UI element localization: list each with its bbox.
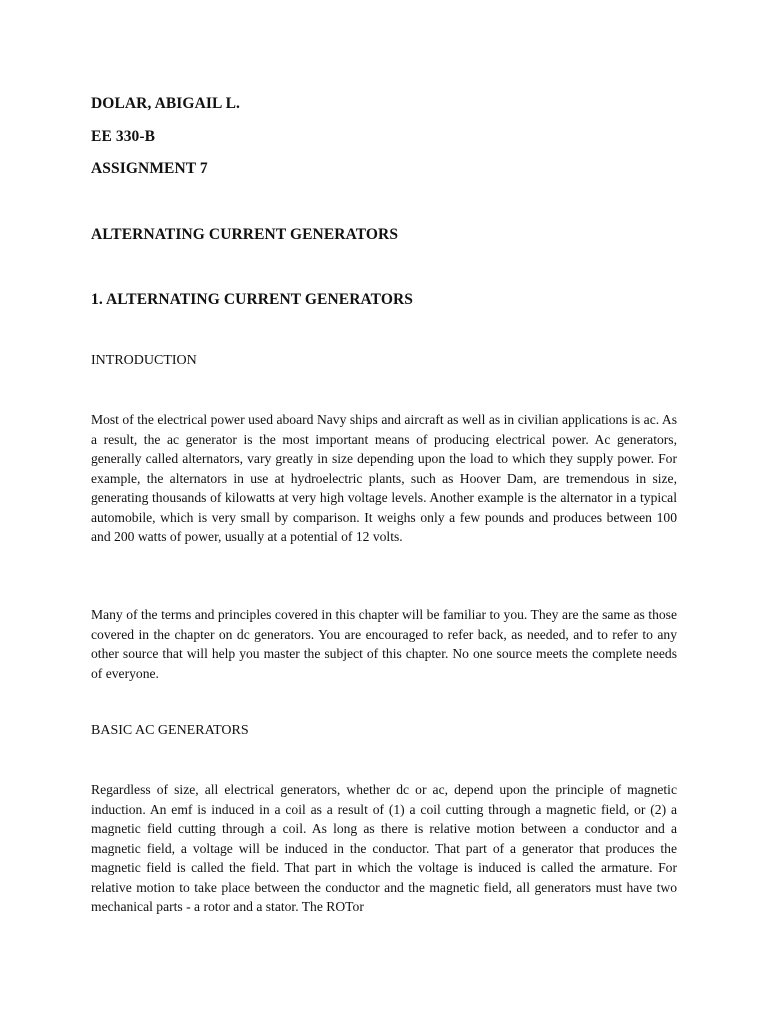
author-name: DOLAR, ABIGAIL L. bbox=[91, 95, 240, 112]
basic-ac-paragraph-1: Regardless of size, all electrical generators, whether dc or ac, depend upon the principle of magnetic induction. An emf is induced in a coil as a result of (1) a coil cutting through a magnetic field, or (2) a magnetic field cutting through a coil. As long as there is relative motion between a conductor and a magnetic field, a voltage will be induced in the conductor. That part of a generator that produces the magnetic field is called the field. That part in which the voltage is induced is called the armature. For relative motion to take place between the conductor and the magnetic field, all generators must have two mechanical parts - a rotor and a stator. The ROTor bbox=[91, 782, 677, 914]
introduction-paragraph-2: Many of the terms and principles covered in this chapter will be familiar to you. They are the same as those covered in the chapter on dc generators. You are encouraged to refer back, as needed, and to refer to any other source that will help you master the subject of this chapter. No one source meets the complete needs of everyone. bbox=[91, 607, 677, 681]
section-heading: 1. ALTERNATING CURRENT GENERATORS bbox=[91, 291, 413, 308]
introduction-paragraph-1: Most of the electrical power used aboard Navy ships and aircraft as well as in civilian applications is ac. As a result, the ac generator is the most important means of producing electrical power. Ac generators, generally called alternators, vary greatly in size depending upon the load to which they supply power. For example, the alternators in use at hydroelectric plants, such as Hoover Dam, are tremendous in size, generating thousands of kilowatts at very high voltage levels. Another example is the alternator in a typical automobile, which is very small by comparison. It weighs only a few pounds and produces between 100 and 200 watts of power, usually at a potential of 12 volts. bbox=[91, 412, 677, 544]
document-title: ALTERNATING CURRENT GENERATORS bbox=[91, 226, 399, 243]
basic-ac-heading: BASIC AC GENERATORS bbox=[91, 723, 249, 738]
course-code: EE 330-B bbox=[91, 128, 156, 145]
assignment-label: ASSIGNMENT 7 bbox=[91, 160, 208, 177]
introduction-heading: INTRODUCTION bbox=[91, 353, 197, 368]
